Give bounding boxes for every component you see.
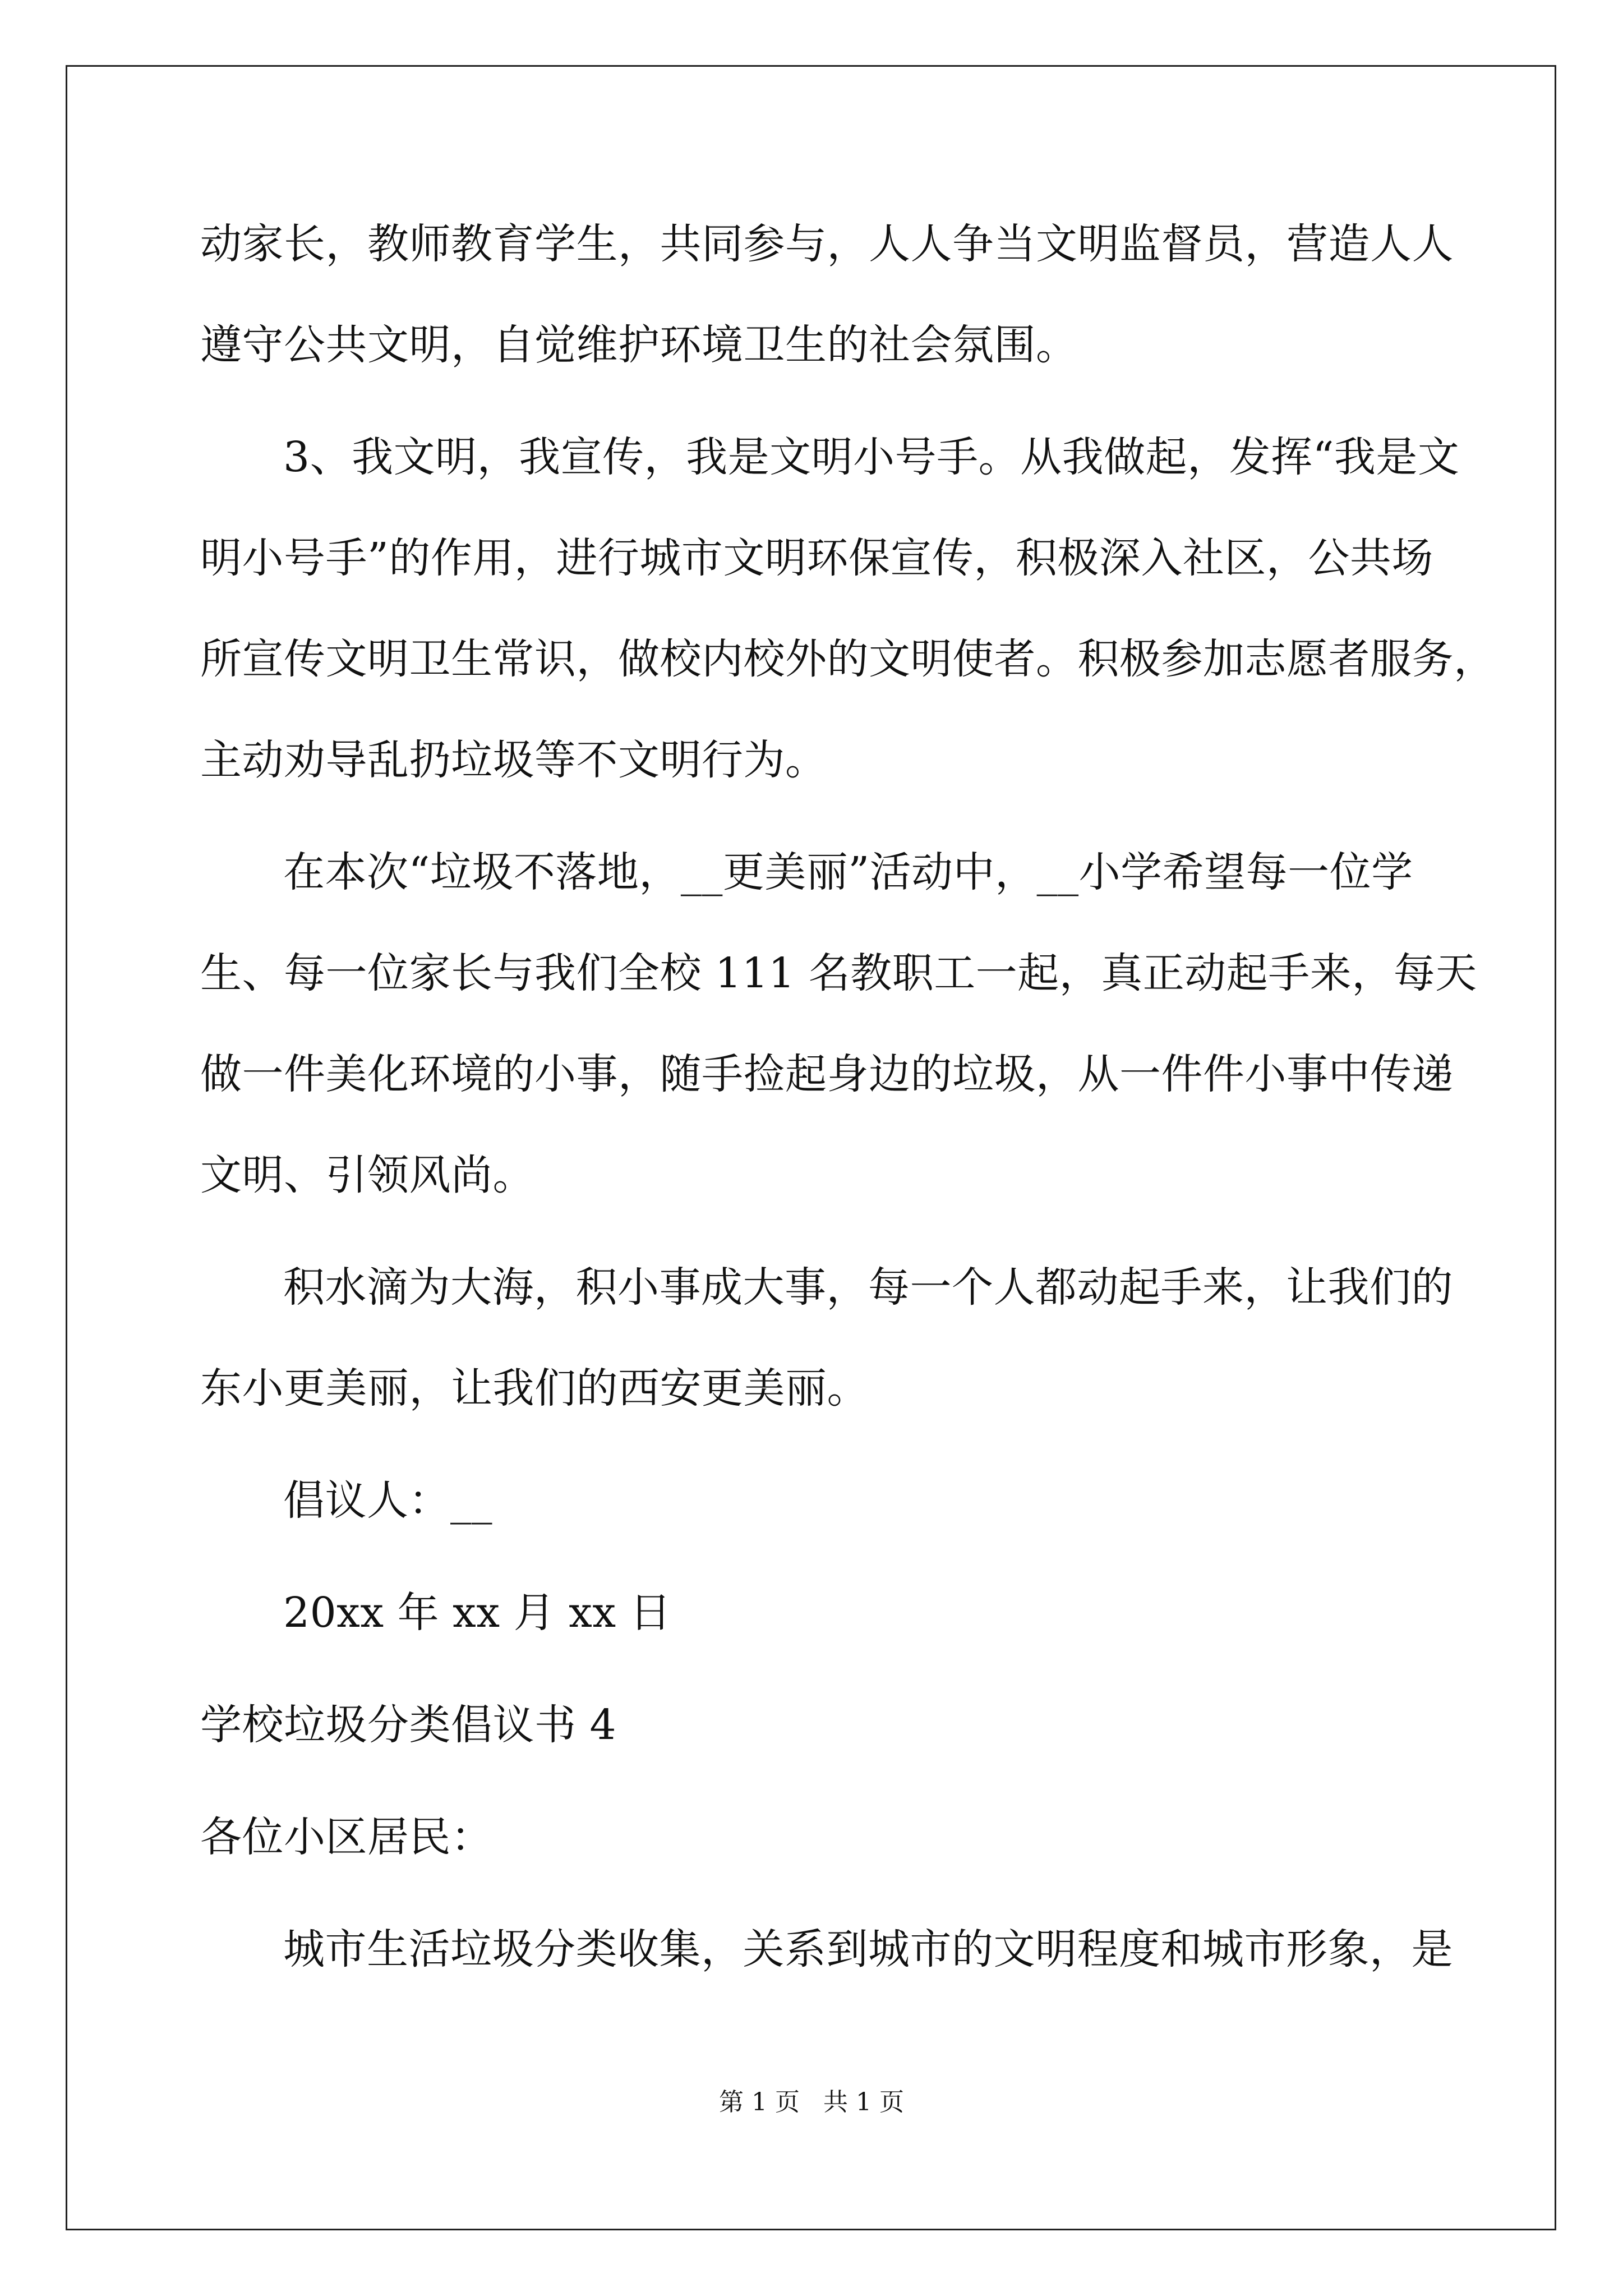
salutation-line: 各位小区居民： xyxy=(200,1813,493,1861)
page-number-footer: 第 1 页 共 1 页 xyxy=(719,2088,904,2116)
paragraph-start-line: 城市生活垃圾分类收集，关系到城市的文明程度和城市形象，是 xyxy=(283,1925,1453,1973)
text-line: 遵守公共文明，自觉维护环境卫生的社会氛围。 xyxy=(200,321,1078,369)
text-line: 生、每一位家长与我们全校 111 名教职工一起，真正动起手来，每天 xyxy=(200,949,1477,997)
proposer-line: 倡议人：__ xyxy=(283,1476,492,1525)
text-line: 所宣传文明卫生常识，做校内校外的文明使者。积极参加志愿者服务， xyxy=(200,635,1496,683)
section-title: 学校垃圾分类倡议书 4 xyxy=(200,1701,617,1749)
text-line: 动家长，教师教育学生，共同参与，人人争当文明监督员，营造人人 xyxy=(200,220,1454,268)
paragraph-start-line: 积水滴为大海，积小事成大事，每一个人都动起手来，让我们的 xyxy=(283,1263,1453,1312)
text-line: 主动劝导乱扔垃圾等不文明行为。 xyxy=(200,736,827,784)
paragraph-start-line: 3、我文明，我宣传，我是文明小号手。从我做起，发挥“我是文 xyxy=(283,433,1460,481)
text-line: 做一件美化环境的小事，随手捡起身边的垃圾，从一件件小事中传递 xyxy=(200,1050,1454,1098)
text-line: 文明、引领风尚。 xyxy=(200,1151,534,1199)
text-line: 明小号手”的作用，进行城市文明环保宣传，积极深入社区，公共场 xyxy=(200,534,1433,582)
date-line: 20xx 年 xx 月 xx 日 xyxy=(283,1589,672,1637)
paragraph-start-line: 在本次“垃圾不落地，__更美丽”活动中，__小学希望每一位学 xyxy=(283,848,1413,896)
text-line: 东小更美丽，让我们的西安更美丽。 xyxy=(200,1364,869,1412)
